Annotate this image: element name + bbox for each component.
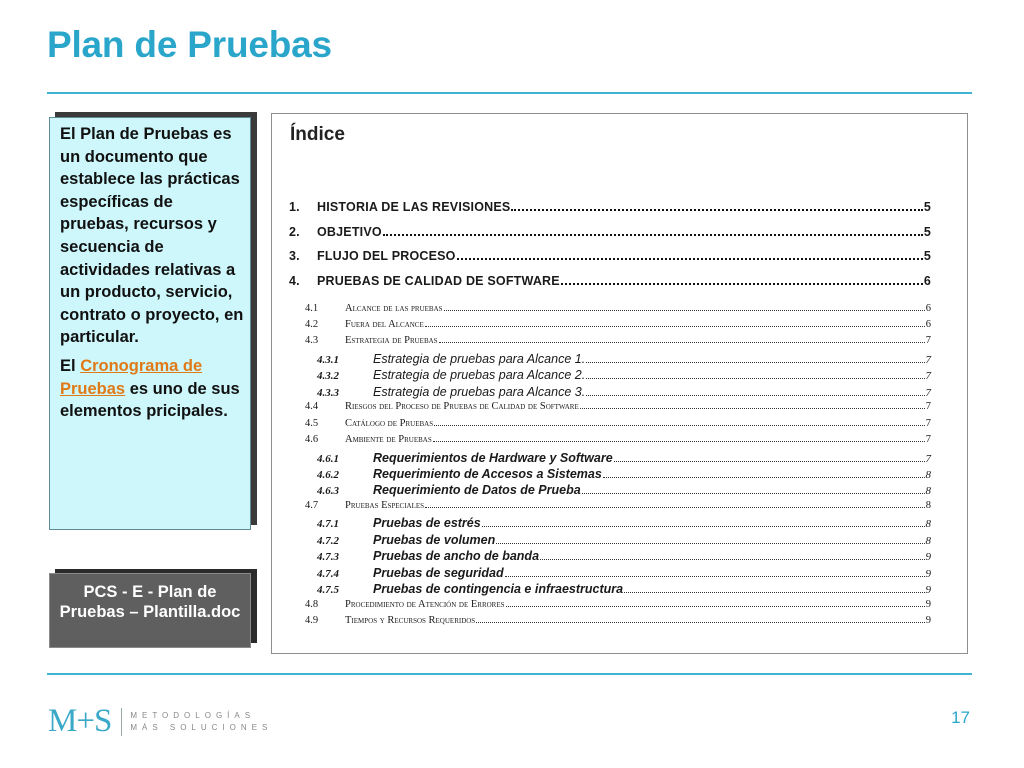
toc-leader-dots — [383, 226, 923, 236]
toc-entry-title: Riesgos del Proceso de Pruebas de Calidad de Software — [345, 401, 579, 413]
toc-entry — [305, 319, 931, 330]
toc-entry-page: 7 — [925, 386, 931, 399]
toc-entry-page: 5 — [923, 224, 931, 239]
toc-entry-title: Estrategia de pruebas para Alcance 1. — [373, 351, 586, 366]
toc-entry — [317, 368, 931, 382]
toc-entry-title: Catálogo de Pruebas — [345, 417, 434, 429]
toc-entry — [317, 451, 931, 465]
toc-entry — [305, 434, 931, 445]
toc-leader-dots — [580, 402, 925, 409]
toc-leader-dots — [506, 599, 925, 606]
toc-entry-page: 8 — [925, 469, 931, 481]
toc-entry-number: 1. — [289, 200, 300, 214]
table-of-contents — [272, 114, 967, 653]
toc-leader-dots — [433, 435, 925, 442]
toc-entry-number: 4.6.1 — [317, 452, 339, 465]
toc-entry — [317, 352, 931, 366]
toc-entry-page: 7 — [925, 335, 931, 347]
toc-entry-number: 4.6 — [305, 434, 319, 446]
toc-entry-page: 9 — [925, 584, 931, 597]
toc-entry-title: Alcance de las pruebas — [345, 302, 443, 314]
template-download-button[interactable]: PCS - E - Plan de Pruebas – Plantilla.doc — [49, 573, 251, 648]
toc-entry-page: 7 — [925, 434, 931, 446]
toc-entry-page: 9 — [925, 567, 931, 580]
toc-entry — [317, 566, 931, 580]
toc-entry — [305, 615, 931, 626]
toc-entry — [317, 582, 931, 596]
toc-entry-title: Procedimiento de Atención de Errores — [345, 598, 505, 610]
toc-leader-dots — [425, 320, 925, 327]
toc-leader-dots — [586, 371, 924, 380]
toc-entry-page: 5 — [923, 200, 931, 214]
toc-entry — [289, 200, 931, 214]
toc-entry-title: Pruebas de ancho de banda — [373, 549, 540, 564]
company-logo — [48, 703, 272, 740]
toc-entry-page: 8 — [925, 485, 931, 498]
logo-line-1: METODOLOGÍAS — [130, 710, 256, 720]
toc-leader-dots — [561, 275, 923, 285]
info-paragraph-2-suffix: es uno de sus elementos pricipales. — [60, 379, 240, 421]
toc-leader-dots — [457, 251, 923, 261]
toc-entry-number: 4.6.3 — [317, 485, 339, 498]
toc-entry-page: 8 — [925, 534, 931, 547]
toc-entry-page: 7 — [925, 401, 931, 413]
toc-entry-number: 4.5 — [305, 417, 319, 429]
index-heading: Índice — [290, 124, 345, 145]
info-paragraph-1: El Plan de Pruebas es un documento que establece las prácticas específicas de pruebas, recursos y secuencia de actividades relativas a un producto, servicio, contrato o proyecto, en particular. — [60, 125, 244, 347]
toc-entry — [305, 335, 931, 346]
toc-entry-number: 4.7.4 — [317, 567, 339, 580]
toc-leader-dots — [439, 336, 925, 343]
toc-entry-number: 4.9 — [305, 615, 319, 627]
toc-entry-page: 6 — [925, 318, 931, 330]
document-index-preview — [271, 113, 968, 654]
toc-leader-dots — [505, 568, 925, 577]
toc-entry-number: 3. — [289, 249, 300, 264]
info-paragraph-2 — [60, 355, 244, 423]
logo-separator — [121, 708, 122, 736]
toc-leader-dots — [586, 354, 924, 363]
toc-entry — [317, 549, 931, 563]
logo-mark: M+S — [48, 703, 112, 739]
toc-entry — [305, 500, 931, 511]
toc-leader-dots — [444, 303, 925, 310]
toc-entry-number: 4.3 — [305, 335, 319, 347]
toc-leader-dots — [582, 486, 925, 495]
toc-entry-page: 7 — [925, 370, 931, 383]
toc-entry-title: Estrategia de pruebas para Alcance 2. — [373, 368, 586, 383]
toc-leader-dots — [624, 585, 924, 594]
footer-divider — [47, 673, 972, 675]
toc-entry — [317, 483, 931, 497]
toc-entry-title: Estrategia de pruebas para Alcance 3. — [373, 384, 586, 399]
toc-entry-number: 4.7.3 — [317, 551, 339, 564]
toc-entry-number: 4. — [289, 273, 300, 288]
toc-entry-page: 6 — [925, 302, 931, 314]
toc-entry-title: Requerimiento de Datos de Prueba — [373, 483, 581, 498]
logo-line-2: MÁS SOLUCIONES — [130, 722, 273, 732]
toc-entry-page: 9 — [925, 615, 931, 627]
toc-entry-page: 7 — [925, 452, 931, 465]
toc-leader-dots — [434, 418, 925, 425]
toc-entry-page: 9 — [925, 598, 931, 610]
toc-entry-number: 4.7.1 — [317, 518, 339, 531]
info-paragraph-2-prefix: El — [60, 356, 81, 375]
toc-entry-title: Pruebas Especiales — [345, 499, 425, 511]
toc-entry — [305, 418, 931, 429]
toc-entry-title: PRUEBAS DE CALIDAD DE SOFTWARE — [317, 273, 560, 288]
toc-entry-number: 4.7.2 — [317, 534, 339, 547]
toc-entry-number: 4.7.5 — [317, 584, 339, 597]
header-divider — [47, 92, 972, 94]
toc-entry-number: 4.7 — [305, 499, 319, 511]
cronograma-link[interactable]: Cronograma de Pruebas — [60, 356, 203, 398]
page-number: 17 — [951, 708, 970, 727]
toc-entry-title: HISTORIA DE LAS REVISIONES — [317, 200, 511, 214]
toc-entry-title: Requerimiento de Accesos a Sistemas — [373, 467, 602, 481]
toc-leader-dots — [614, 453, 925, 462]
toc-leader-dots — [511, 202, 922, 212]
toc-entry — [317, 385, 931, 399]
toc-leader-dots — [482, 519, 925, 528]
toc-entry-number: 2. — [289, 224, 300, 239]
toc-entry-number: 4.6.2 — [317, 469, 339, 481]
toc-entry — [289, 225, 931, 239]
toc-entry — [317, 516, 931, 530]
toc-entry — [305, 599, 931, 610]
toc-entry-number: 4.2 — [305, 318, 319, 330]
toc-entry-number: 4.1 — [305, 302, 319, 314]
toc-entry — [305, 303, 931, 314]
toc-entry-page: 7 — [925, 353, 931, 366]
toc-entry — [289, 249, 931, 263]
toc-leader-dots — [586, 387, 924, 396]
toc-entry — [317, 467, 931, 481]
toc-entry-title: Pruebas de volumen — [373, 532, 496, 547]
toc-entry — [305, 401, 931, 412]
logo-text — [130, 710, 272, 734]
toc-entry-page: 6 — [923, 273, 931, 288]
toc-leader-dots — [540, 552, 924, 561]
toc-leader-dots — [496, 535, 924, 544]
toc-entry-title: Estrategia de Pruebas — [345, 335, 438, 347]
toc-entry-page: 5 — [923, 249, 931, 264]
toc-entry-number: 4.8 — [305, 598, 319, 610]
toc-entry-number: 4.3.1 — [317, 353, 339, 366]
toc-entry-title: Pruebas de estrés — [373, 516, 481, 531]
toc-entry-title: Pruebas de contingencia e infraestructura — [373, 582, 624, 597]
toc-entry-number: 4.4 — [305, 401, 319, 413]
toc-entry-page: 7 — [925, 417, 931, 429]
toc-entry-page: 9 — [925, 551, 931, 564]
toc-entry-page: 8 — [925, 518, 931, 531]
toc-entry-page: 8 — [925, 499, 931, 511]
toc-entry-title: FLUJO DEL PROCESO — [317, 249, 456, 264]
toc-entry-number: 4.3.2 — [317, 370, 339, 383]
slide-title: Plan de Pruebas — [47, 24, 332, 65]
toc-leader-dots — [425, 501, 925, 508]
toc-entry-title: Requerimientos de Hardware y Software — [373, 450, 613, 465]
toc-entry-title: Pruebas de seguridad — [373, 565, 504, 580]
toc-entry-title: Ambiente de Pruebas — [345, 434, 432, 446]
toc-leader-dots — [476, 616, 925, 623]
toc-entry — [289, 274, 931, 288]
toc-entry — [317, 533, 931, 547]
info-box — [49, 117, 251, 530]
toc-entry-title: OBJETIVO — [317, 224, 382, 239]
toc-entry-number: 4.3.3 — [317, 386, 339, 399]
toc-entry-title: Tiempos y Recursos Requeridos — [345, 615, 476, 627]
toc-leader-dots — [603, 470, 925, 479]
toc-entry-title: Fuera del Alcance — [345, 318, 424, 330]
